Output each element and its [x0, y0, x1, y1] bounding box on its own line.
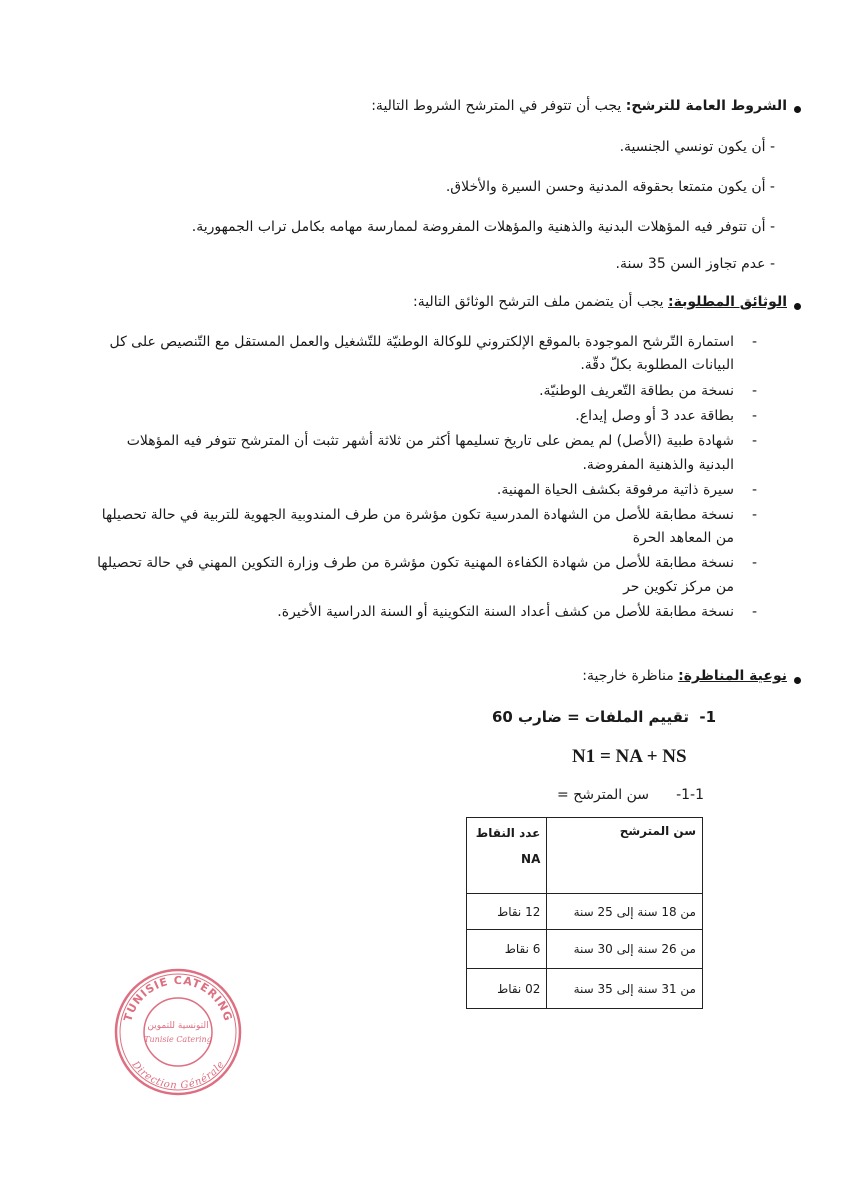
bullet-icon: [794, 677, 801, 684]
document-item-line: بطاقة عدد 3 أو وصل إيداع.: [575, 408, 734, 424]
document-dash: -: [751, 604, 757, 620]
age-points-table: [466, 817, 703, 1009]
points-cell: 6 نقاط: [467, 930, 547, 969]
bullet-icon: [794, 106, 801, 113]
document-item-line: استمارة التّرشح الموجودة بالموقع الإلكتروني للوكالة الوطنيّة للتّشغيل والعمل المستقل مع التّنصيص على كل: [109, 334, 734, 350]
header-age: سن المترشح: [547, 818, 703, 894]
svg-text:Direction Générale: [129, 1059, 227, 1092]
bullet-icon: [794, 303, 801, 310]
section-competition-type: [582, 668, 787, 684]
stamp-outer-top: TUNISIE CATERING: [121, 973, 235, 1024]
sub-step-number: 1-1-: [676, 787, 704, 803]
condition-item: - أن تتوفر فيه المؤهلات البدنية والذهنية والمؤهلات المفروضة لممارسة مهامه بكامل تراب الجمهورية.: [191, 219, 775, 235]
points-cell: 02 نقاط: [467, 969, 547, 1009]
document-dash: -: [751, 383, 757, 399]
table-row: [467, 894, 703, 930]
section-title: الشروط العامة للترشح:: [625, 98, 787, 114]
document-dash: -: [751, 408, 757, 424]
document-dash: -: [751, 555, 757, 571]
section-intro: يجب أن يتضمن ملف الترشح الوثائق التالية:: [412, 294, 668, 310]
document-item-line: من مركز تكوين حر: [623, 579, 734, 595]
age-range-cell: من 18 سنة إلى 25 سنة: [547, 894, 703, 930]
document-dash: -: [751, 482, 757, 498]
condition-item: - أن يكون تونسي الجنسية.: [619, 139, 775, 155]
document-item-line: نسخة من بطاقة التّعريف الوطنيّة.: [539, 383, 734, 399]
header-points-label: عدد النقاط: [475, 826, 541, 840]
header-points: [467, 818, 547, 894]
document-dash: -: [751, 334, 757, 350]
section-required-documents: [413, 294, 787, 310]
age-range-cell: من 26 سنة إلى 30 سنة: [547, 930, 703, 969]
section-general-conditions: [371, 98, 787, 114]
sub-step-title: سن المترشح =: [557, 787, 649, 803]
header-points-code: NA: [521, 852, 541, 866]
document-item-line: البدنية والذهنية المفروضة.: [582, 457, 734, 473]
score-formula: N1 = NA + NS: [572, 746, 687, 767]
table-header-row: [467, 818, 703, 894]
stamp-outer-bottom: Direction Générale: [129, 1059, 227, 1092]
document-item-line: نسخة مطابقة للأصل من كشف أعداد السنة التكوينية أو السنة الدراسية الأخيرة.: [277, 604, 734, 620]
points-cell: 12 نقاط: [467, 894, 547, 930]
document-item-line: من المعاهد الحرة: [632, 530, 734, 546]
document-item-line: البيانات المطلوبة بكلّ دقّة.: [580, 357, 734, 373]
stamp-inner-arabic: التونسية للتموين: [147, 1021, 209, 1031]
company-stamp: [112, 966, 244, 1098]
section-title: الوثائق المطلوبة:: [667, 294, 787, 310]
document-item-line: سيرة ذاتية مرفوقة بكشف الحياة المهنية.: [496, 482, 734, 498]
document-item-line: شهادة طبية (الأصل) لم يمض على تاريخ تسليمها أكثر من ثلاثة أشهر تثبت أن المترشح تتوفر فيه المؤهلات: [126, 433, 734, 449]
section-intro: يجب أن تتوفر في المترشح الشروط التالية:: [371, 98, 626, 114]
document-item-line: نسخة مطابقة للأصل من الشهادة المدرسية تكون مؤشرة من طرف المندوبية الجهوية للتربية في حالة تحصيلها: [101, 507, 734, 523]
table-row: [467, 930, 703, 969]
step-number: 1-: [699, 708, 716, 726]
stamp-inner-latin: Tunisie Catering: [144, 1035, 212, 1044]
section-intro: مناظرة خارجية:: [582, 668, 679, 684]
document-item-line: نسخة مطابقة للأصل من شهادة الكفاءة المهنية تكون مؤشرة من طرف وزارة التكوين المهني في حالة تحصيلها: [97, 555, 734, 571]
step-title: تقييم الملفات = ضارب 60: [491, 708, 689, 726]
section-title: نوعية المناظرة:: [678, 668, 787, 684]
condition-item: - عدم تجاوز السن 35 سنة.: [615, 256, 775, 272]
document-dash: -: [751, 507, 757, 523]
document-dash: -: [751, 433, 757, 449]
age-range-cell: من 31 سنة إلى 35 سنة: [547, 969, 703, 1009]
table-row: [467, 969, 703, 1009]
condition-item: - أن يكون متمتعا بحقوقه المدنية وحسن السيرة والأخلاق.: [445, 179, 775, 195]
